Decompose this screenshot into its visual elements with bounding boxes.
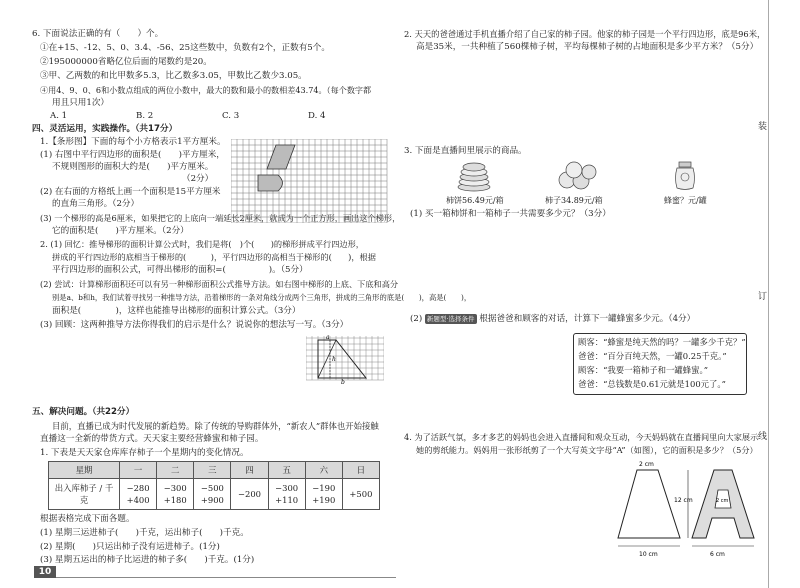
q6-statement-2: ②195000000省略亿位后面的尾数约是20。 xyxy=(40,57,212,67)
table-header-cell: 五 xyxy=(268,462,305,479)
dim-height: 12 cm xyxy=(674,497,693,504)
table-row xyxy=(49,479,380,510)
dim-top-left: 2 cm xyxy=(639,461,654,468)
label-a: a xyxy=(326,334,330,341)
s4-q2-1b: 拼成的平行四边形的底相当于梯形的( )，平行四边形的高相当于梯形的( )，根据 xyxy=(52,252,376,262)
r-q3-a2: 根据爸爸和顾客的对话，计算下一罐蜂蜜多少元。（4分） xyxy=(479,314,696,324)
s5-intro-2: 直播这一全新的带货方式。天天家主要经营蜂蜜和柿子园。 xyxy=(40,434,264,444)
table-header-cell: 一 xyxy=(120,462,157,479)
persimmon-icon xyxy=(555,160,599,192)
persimmon-cake-icon xyxy=(454,160,494,192)
table-cell: −280 +400 xyxy=(120,479,157,510)
dialogue-line: 顾客：“蜂蜜是纯天然的吗？一罐多少千克？” xyxy=(578,337,746,347)
dim-a-inner: 2 cm xyxy=(716,498,729,504)
full-trapezoid xyxy=(618,470,680,538)
s5-follow: 根据表格完成下面各题。 xyxy=(40,514,135,524)
table-cell: −200 xyxy=(231,479,268,510)
product-price-1: 柿饼56.49元/箱 xyxy=(446,196,504,205)
table-cell: −500 +900 xyxy=(194,479,231,510)
table-header-cell: 二 xyxy=(157,462,194,479)
page-number: 10 xyxy=(34,566,56,578)
r-q2-line1: 2. 天天的爸爸通过手机直播介绍了自己家的柿子园。他家的柿子园是一个平行四边形，底是96米， xyxy=(404,29,766,39)
table-cell: −300 +180 xyxy=(157,479,194,510)
s5-intro-1: 目前，直播已成为时代发展的新趋势。除了传统的导购群体外，“新农人”群体也开始接触 xyxy=(52,421,379,431)
r-q3-a1: (1) 买一箱柿饼和一箱柿子一共需要多少元？（3分） xyxy=(410,209,611,219)
square-grid-figure[interactable] xyxy=(231,139,389,223)
r-q4-line1: 4. 为了活跃气氛，多才多艺的妈妈也会进入直播间和观众互动，今天妈妈就在直播间里向大家展示 xyxy=(404,432,759,442)
binding-line xyxy=(768,0,769,588)
s4-q1-2: (2) 在右面的方格纸上画一个面积是15平方厘米 xyxy=(40,187,221,197)
s4-q2-2: (2) 尝试：计算梯形面积还可以有另一种梯形面积公式推导方法。如右图中梯形的上底、下底和高分 xyxy=(40,279,399,289)
s4-q1: 1.【条形图】下面的每个小方格表示1平方厘米。 xyxy=(40,137,226,147)
trapezoid-grid-figure[interactable] xyxy=(306,334,384,384)
r-q3-a2-prefix: (2) xyxy=(410,314,423,324)
r-q3-a2-row xyxy=(410,314,695,325)
q6-option-c[interactable]: C. 3 xyxy=(222,111,240,121)
s5-a3: (3) 星期五运出的柿子比运进的柿子多( )千克。(1分) xyxy=(40,555,255,565)
s4-q2-1c: 平行四边形的面积公式，可得出梯形的面积=( )。（5分） xyxy=(52,265,308,275)
table-header-row xyxy=(49,462,380,479)
q6-statement-4: ④用4、9、0、6和小数点组成的两位小数中，最大的数和最小的数相差43.74。（每个数字都 xyxy=(40,85,372,95)
q6-option-b[interactable]: B. 2 xyxy=(136,111,154,121)
section-4-heading: 四、灵活运用，实践操作。（共17分） xyxy=(32,124,178,134)
table-header-cell: 六 xyxy=(305,462,342,479)
product-price-3: 蜂蜜？元/罐 xyxy=(664,196,707,205)
q6-statement-3: ③甲、乙两数的和比甲数多5.3，比乙数多3.05，甲数比乙数少3.05。 xyxy=(40,71,307,81)
table-cell: −300 +110 xyxy=(268,479,305,510)
s4-q2-3: (3) 回顾：这两种推导方法你得我们的启示是什么？说说你的想法写一写。（3分） xyxy=(40,320,349,330)
footer-rule xyxy=(56,577,396,578)
s4-q1-2b: 的直角三角形。（2分） xyxy=(52,199,140,209)
s4-q2-1: 2. (1) 回忆：推导梯形的面积计算公式时，我们是将( )个( )的梯形拼成平行四边形， xyxy=(40,239,364,249)
s4-q1-1b: 不规则图形的面积大约是( )平方厘米。 xyxy=(52,162,214,172)
inventory-table xyxy=(48,461,380,510)
dim-a-bottom: 6 cm xyxy=(710,551,725,558)
table-cell: +500 xyxy=(342,479,379,510)
q6-title: 6. 下面说法正确的有（ ）个。 xyxy=(32,29,164,39)
table-header-cell: 三 xyxy=(194,462,231,479)
q6-option-d[interactable]: D. 4 xyxy=(308,111,326,121)
section-5-heading: 五、解决问题。（共22分） xyxy=(32,407,135,417)
label-h: h xyxy=(332,356,336,363)
q6-statement-1: ①在+15、-12、5、0、3.4、-56、25这些数中，负数有2个，正数有5个。 xyxy=(40,43,330,53)
table-cell: −190 +190 xyxy=(305,479,342,510)
table-header-cell: 四 xyxy=(231,462,268,479)
table-row-label: 出入库柿子 / 千克 xyxy=(49,479,120,510)
irregular-shape xyxy=(258,175,283,191)
dim-bottom-left: 10 cm xyxy=(639,551,658,558)
margin-mark-1: 装 xyxy=(758,122,768,132)
s4-q2-2c: 面积是( )，这样也能推导出梯形的面积计算公式。（3分） xyxy=(52,306,301,316)
q6-statement-4b: 用且只用1次） xyxy=(52,98,110,108)
s4-q1-3: (3) 一个梯形的高是6厘米，如果把它的上底向一端延长2厘米，就成为一个正方形，画出这个梯形， xyxy=(40,213,401,223)
table-header-cell: 日 xyxy=(342,462,379,479)
dialogue-line: 顾客：“我要一箱柿子和一罐蜂蜜。” xyxy=(578,365,708,375)
dialogue-line: 爸爸：“百分百纯天然，一罐0.25千克。” xyxy=(578,351,727,361)
margin-mark-2: 订 xyxy=(758,292,768,302)
label-b: b xyxy=(341,379,345,384)
s4-q2-2b: 别是a、b和h，我们试着寻找另一种推导方法，沿着梯形的一条对角线分成两个三角形，拼成的三角形的底是( )，高是( )， xyxy=(52,293,472,302)
letter-a-figure xyxy=(612,460,772,566)
table-header-cell: 星期 xyxy=(49,462,120,479)
r-q2-line2: 高是35米，一共种植了560棵柿子树，平均每棵柿子树的占地面积是多少平方米？（5分） xyxy=(416,42,759,52)
s4-q1-1-score: （2分） xyxy=(182,174,214,184)
dialogue-line: 爸爸：“总钱数是0.61元就是100元了。” xyxy=(578,379,726,389)
honey-jar-icon xyxy=(672,160,698,192)
dialogue-box xyxy=(573,333,747,395)
s4-q1-1: (1) 右图中平行四边形的面积是( )平方厘米， xyxy=(40,150,225,160)
margin-mark-3: 线 xyxy=(758,432,768,442)
q6-option-a[interactable]: A. 1 xyxy=(50,111,68,121)
s5-a1: (1) 星期三运进柿子( )千克，运出柿子( )千克。 xyxy=(40,528,249,538)
s4-q1-3b: 它的面积是( )平方厘米。（2分） xyxy=(52,226,189,236)
s5-q1: 1. 下表是天天家仓库库存柿子一个星期内的变化情况。 xyxy=(40,448,249,458)
r-q4-line2: 她的剪纸能力。妈妈用一张形纸剪了一个大写英文字母“A”（如图），它的面积是多少？（5分） xyxy=(416,445,758,455)
product-price-2: 柿子34.89元/箱 xyxy=(545,196,603,205)
new-question-type-tag: 新题型·选择条件 xyxy=(426,315,475,323)
s5-a2: (2) 星期( )只运出柿子没有运进柿子。(1分) xyxy=(40,542,220,552)
r-q3-title: 3. 下面是直播间里展示的商品。 xyxy=(404,146,527,156)
